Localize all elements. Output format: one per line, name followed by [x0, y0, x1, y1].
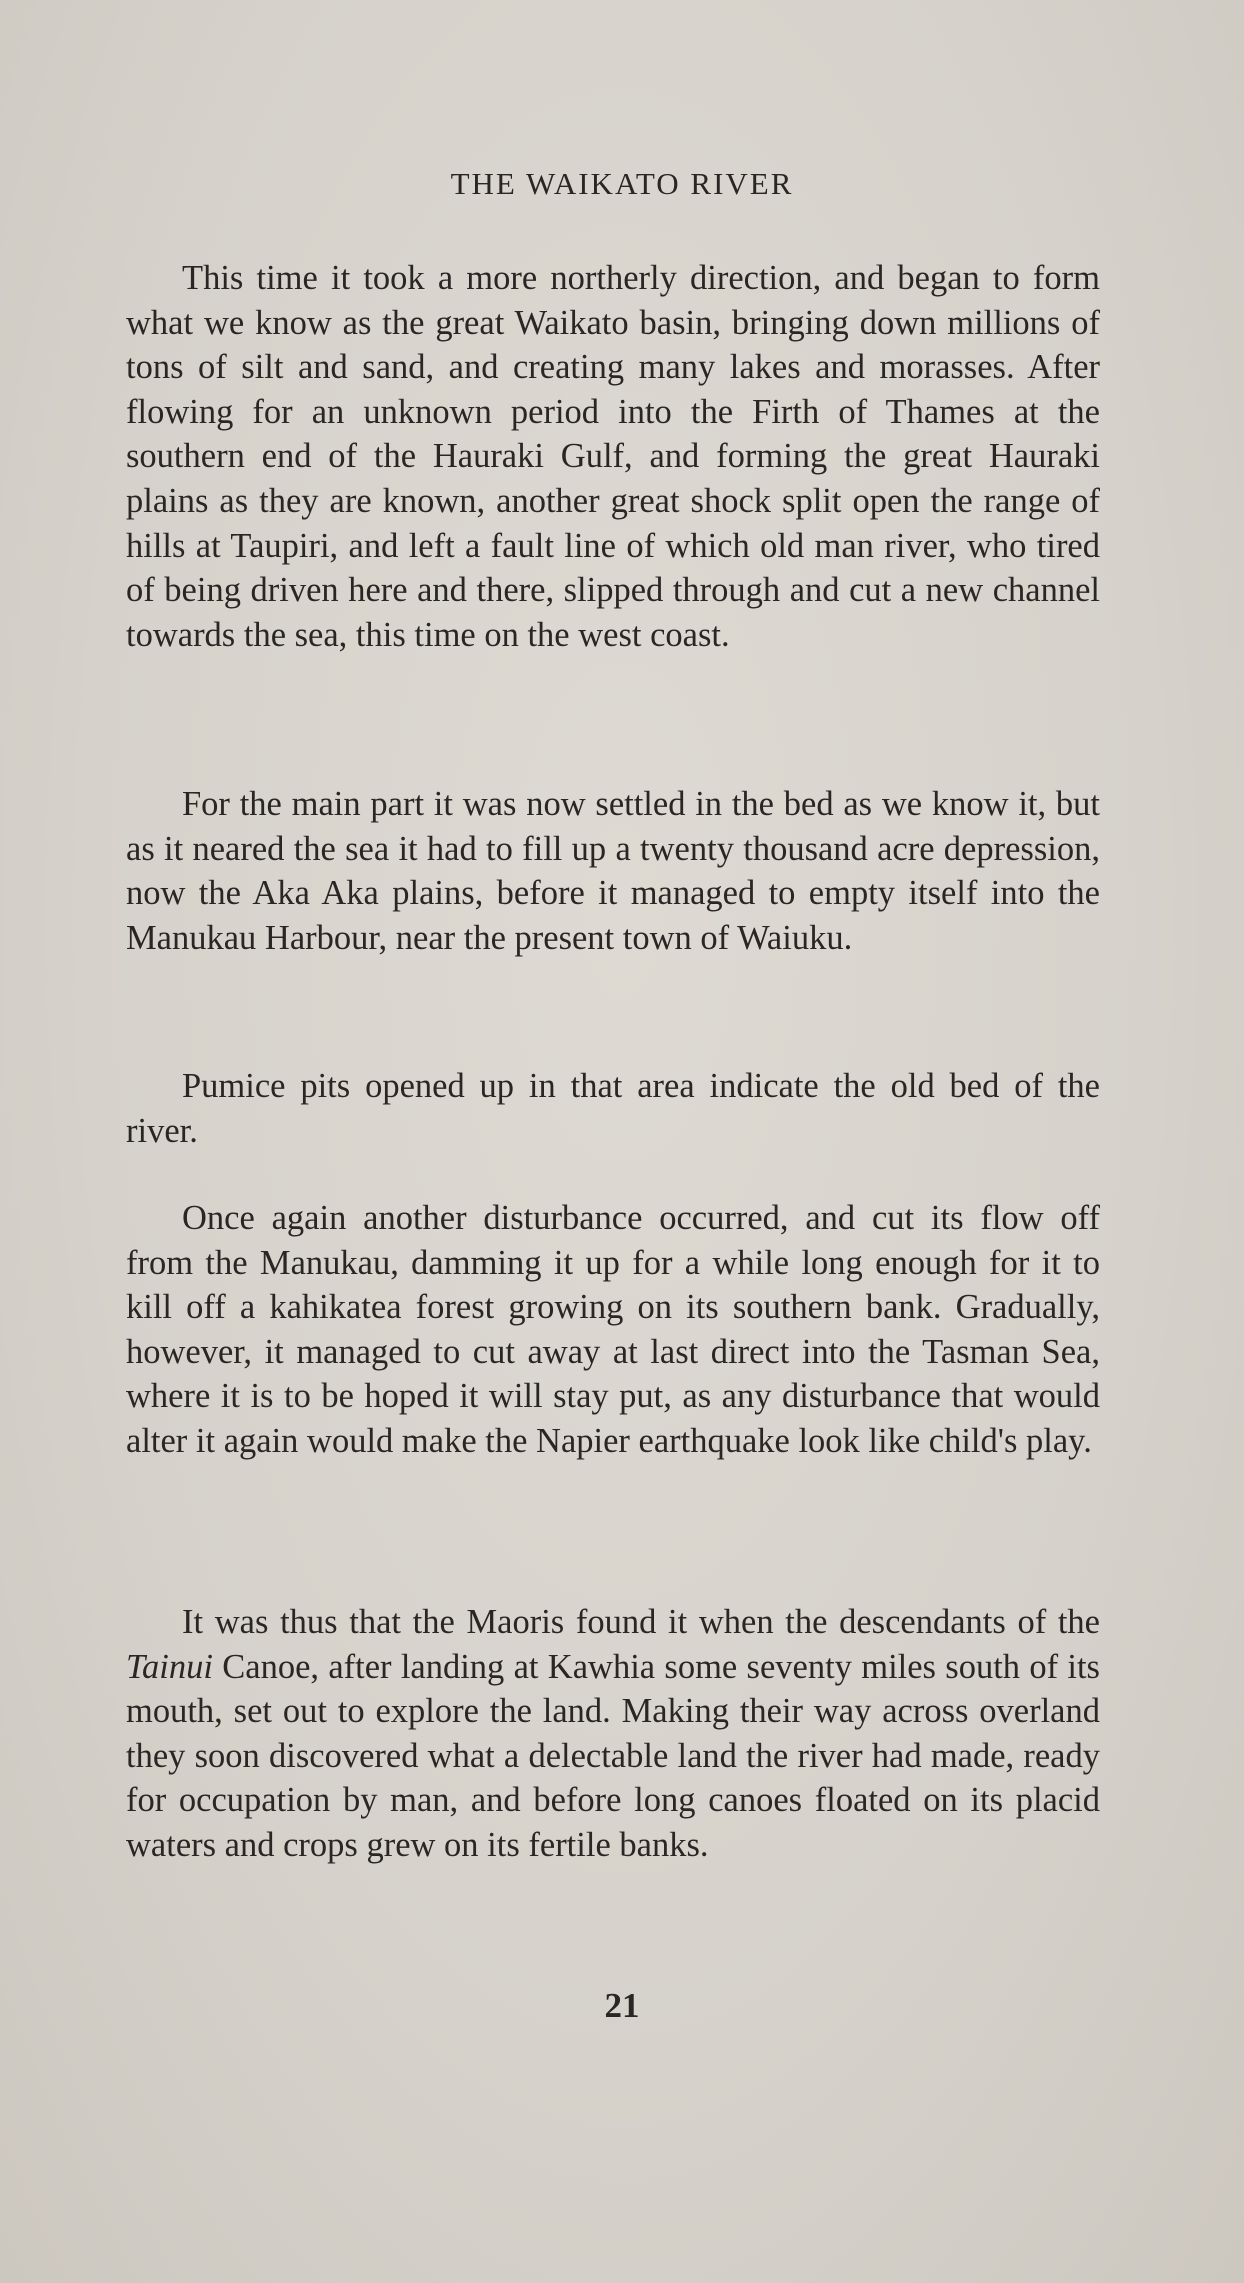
paragraph-text-end: Canoe, after landing at Kawhia some seventy miles south of its mouth, set out to explore the land. Making their way across overland they soon discovered what a delectable land the river had made, ready for occupation by man, and before long canoes floated on its placid waters and crops grew on its fertile banks. [126, 1647, 1100, 1864]
page-number: 21 [604, 1986, 640, 2025]
paragraph: Pumice pits opened up in that area indicate the old bed of the river. [126, 1067, 1100, 1150]
paragraph-text-start: It was thus that the Maoris found it when the descendants of the [182, 1603, 1100, 1641]
canoe-name: Tainui [126, 1647, 213, 1686]
paragraph: This time it took a more northerly direction, and began to form what we know as the great Waikato basin, bringing down millions of tons of silt and sand, and creating many lakes and morasses. After flowing for an unknown period into the Firth of Thames at the southern end of the Hauraki Gulf, and forming the great Hauraki plains as they are known, another great shock split open the range of hills at Taupiri, and left a fault line of which old man river, who tired of being driven here and there, slipped through and cut a new channel towards the sea, this time on the west coast. [126, 259, 1100, 654]
paragraph: For the main part it was now settled in the bed as we know it, but as it neared the sea it had to fill up a twenty thousand acre depression, now the Aka Aka plains, before it managed to empty itself into the Manukau Harbour, near the present town of Waiuku. [126, 785, 1100, 957]
running-header: THE WAIKATO RIVER [450, 166, 794, 201]
paragraph [126, 1600, 1100, 1868]
paragraph: Once again another disturbance occurred, and cut its flow off from the Manukau, damming it up for a while long enough for it to kill off a kahikatea forest growing on its southern bank. Gradually, however, it managed to cut away at last direct into the Tasman Sea, where it is to be hoped it will stay put, as any disturbance that would alter it again would make the Napier earthquake look like child's play. [126, 1199, 1100, 1460]
